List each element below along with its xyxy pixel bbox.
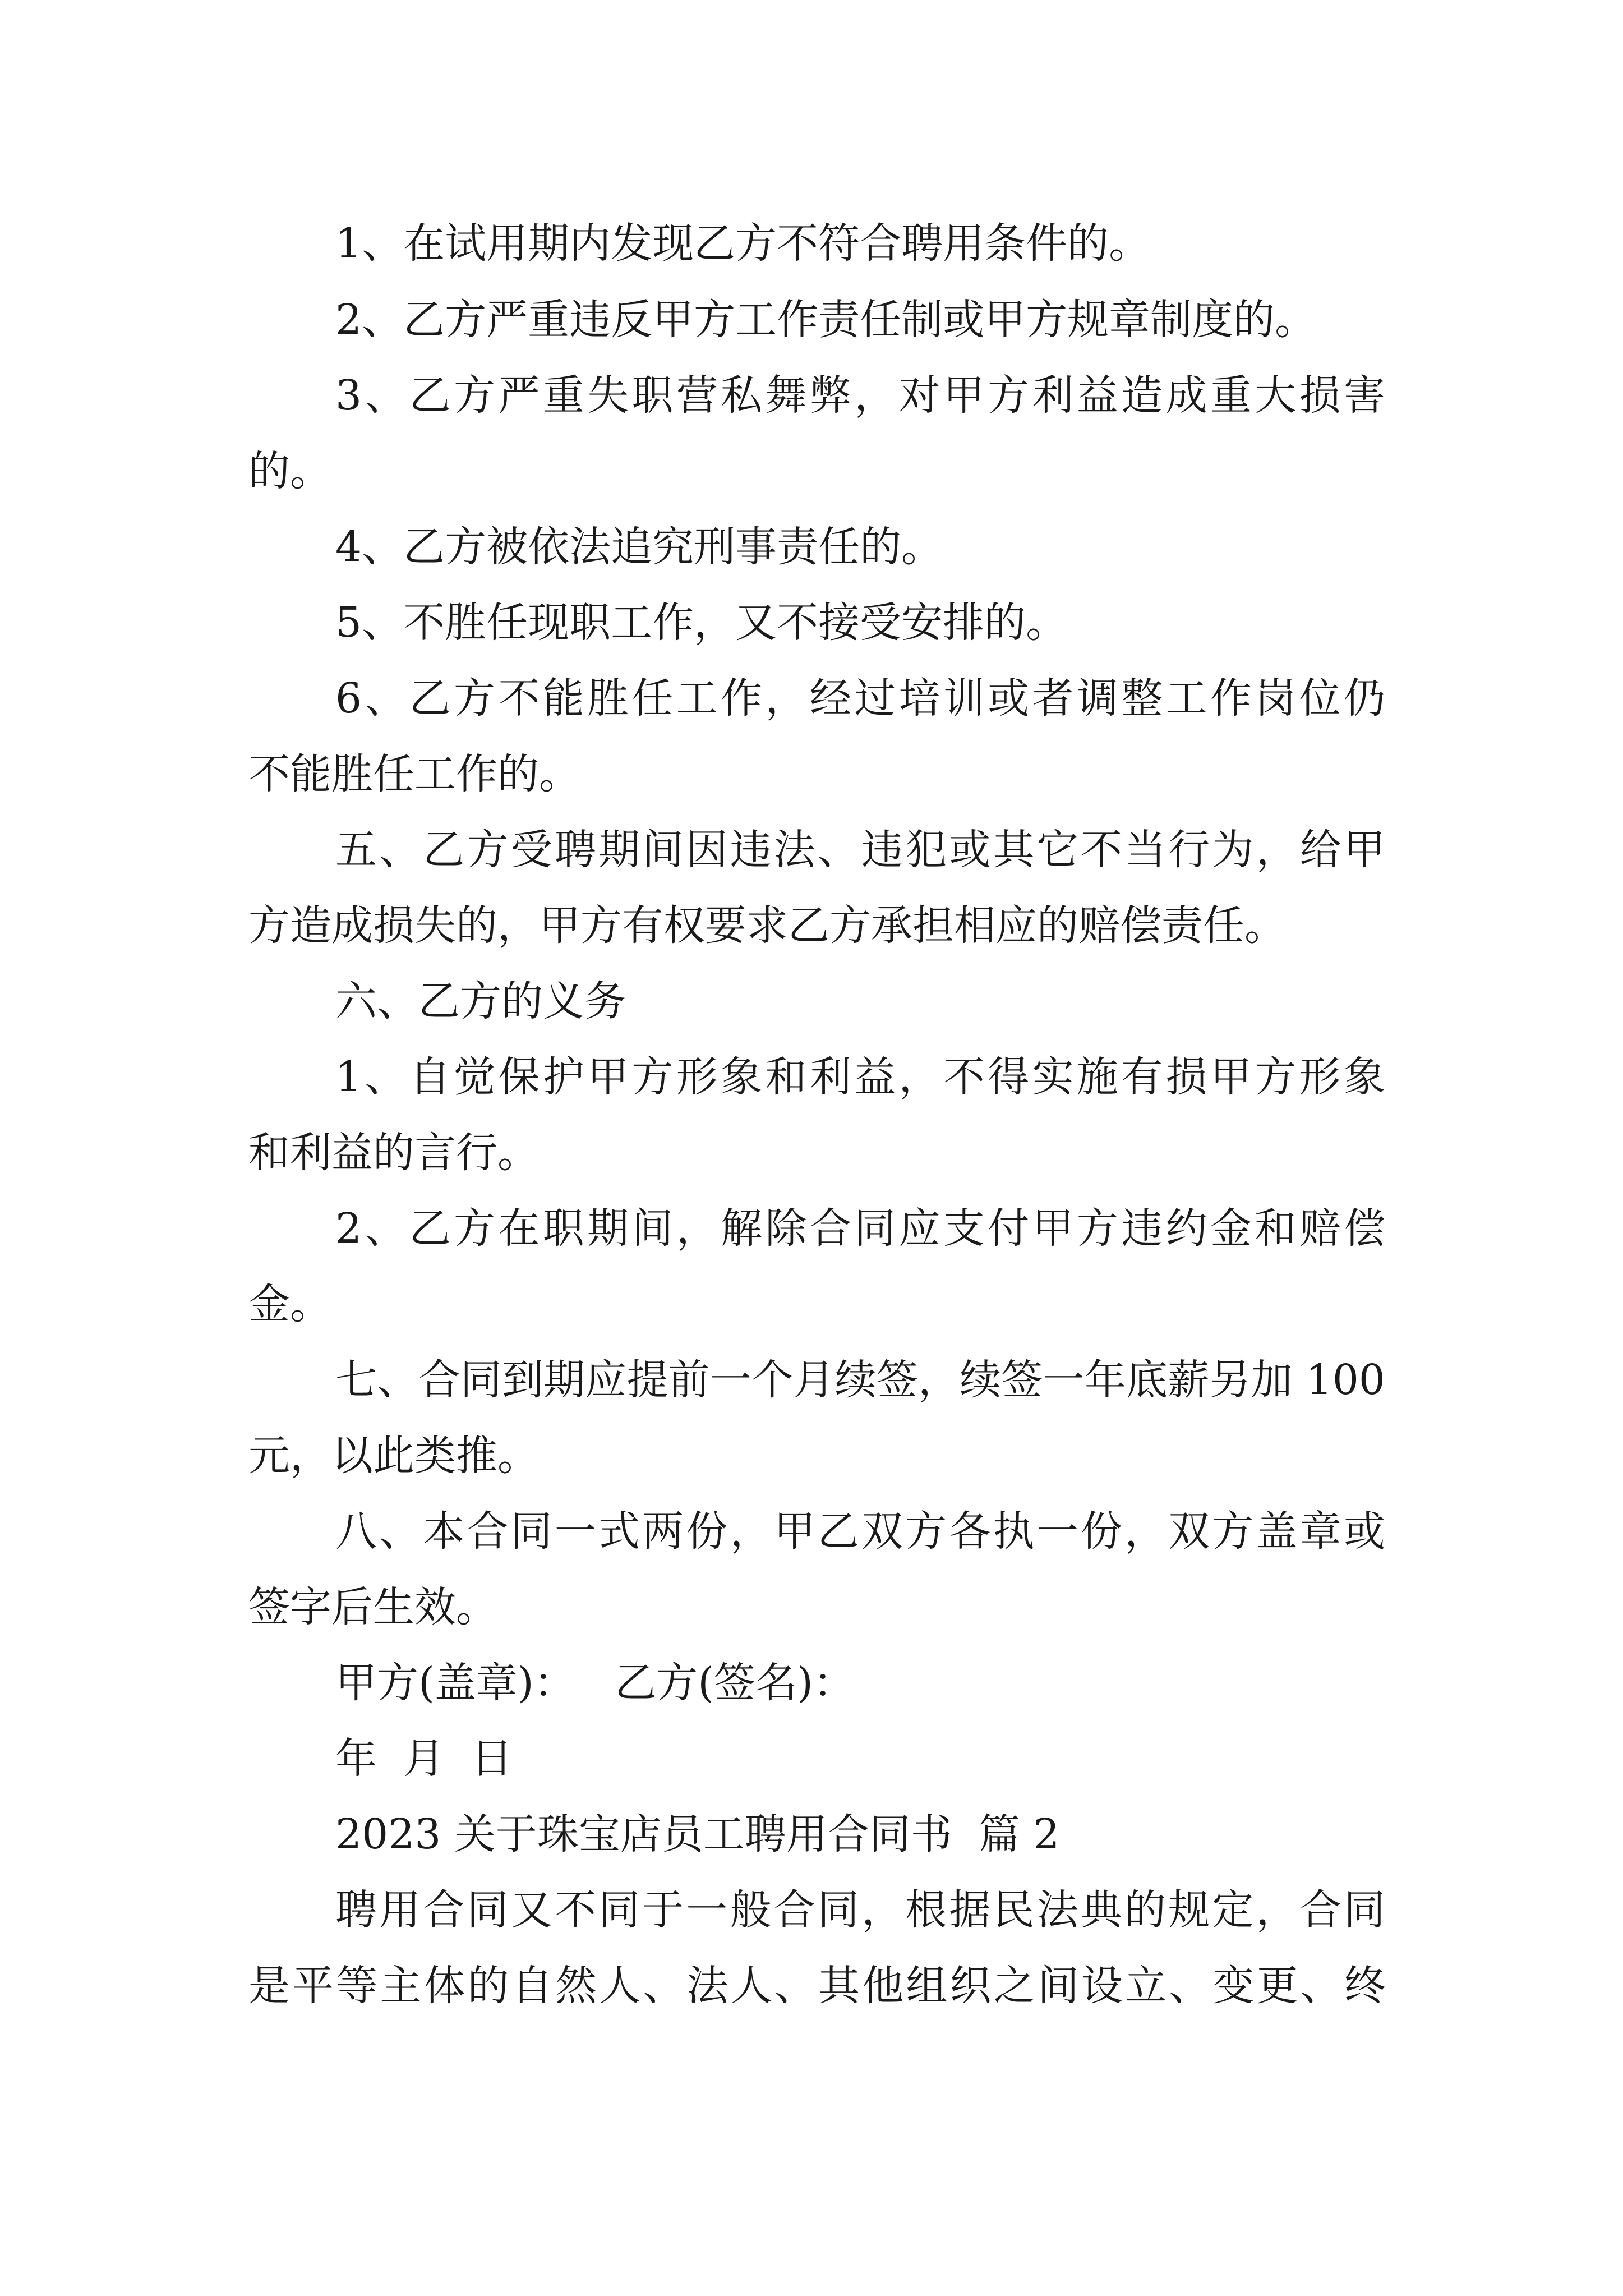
- text-line: 元，以此类推。: [248, 1432, 539, 1480]
- signature-line: 甲方(盖章)： 乙方(签名)：: [335, 1659, 855, 1707]
- text-line: 签字后生效。: [248, 1583, 497, 1631]
- text-line: 和利益的言行。: [248, 1129, 539, 1177]
- text-line: 七、合同到期应提前一个月续签，续签一年底薪另加 100: [335, 1356, 1385, 1404]
- text-line: 八、本合同一式两份，甲乙双方各执一份，双方盖章或: [335, 1507, 1385, 1556]
- date-line: 年 月 日: [335, 1734, 513, 1783]
- text-line: 6、乙方不能胜任工作，经过培训或者调整工作岗位仍: [335, 674, 1385, 723]
- text-line: 3、乙方严重失职营私舞弊，对甲方利益造成重大损害: [335, 371, 1385, 420]
- text-line: 聘用合同又不同于一般合同，根据民法典的规定，合同: [335, 1886, 1385, 1934]
- text-line: 金。: [248, 1280, 331, 1328]
- text-line: 1、自觉保护甲方形象和利益，不得实施有损甲方形象: [335, 1053, 1385, 1101]
- text-line: 4、乙方被依法追究刑事责任的。: [335, 523, 943, 571]
- text-line: 2、乙方严重违反甲方工作责任制或甲方规章制度的。: [335, 296, 1317, 344]
- text-line: 不能胜任工作的。: [248, 750, 580, 798]
- text-line: 2、乙方在职期间，解除合同应支付甲方违约金和赔偿: [335, 1204, 1385, 1253]
- text-line: 5、不胜任现职工作，又不接受安排的。: [335, 599, 1068, 647]
- text-line: 是平等主体的自然人、法人、其他组织之间设立、变更、终: [248, 1962, 1386, 2010]
- section-heading: 六、乙方的义务: [335, 977, 626, 1025]
- section-title: 2023 关于珠宝店员工聘用合同书 篇 2: [335, 1810, 1060, 1858]
- text-line: 的。: [248, 447, 331, 495]
- text-line: 五、乙方受聘期间因违法、违犯或其它不当行为，给甲: [335, 826, 1385, 874]
- text-line: 1、在试用期内发现乙方不符合聘用条件的。: [335, 219, 1151, 268]
- text-line: 方造成损失的，甲方有权要求乙方承担相应的赔偿责任。: [248, 901, 1286, 950]
